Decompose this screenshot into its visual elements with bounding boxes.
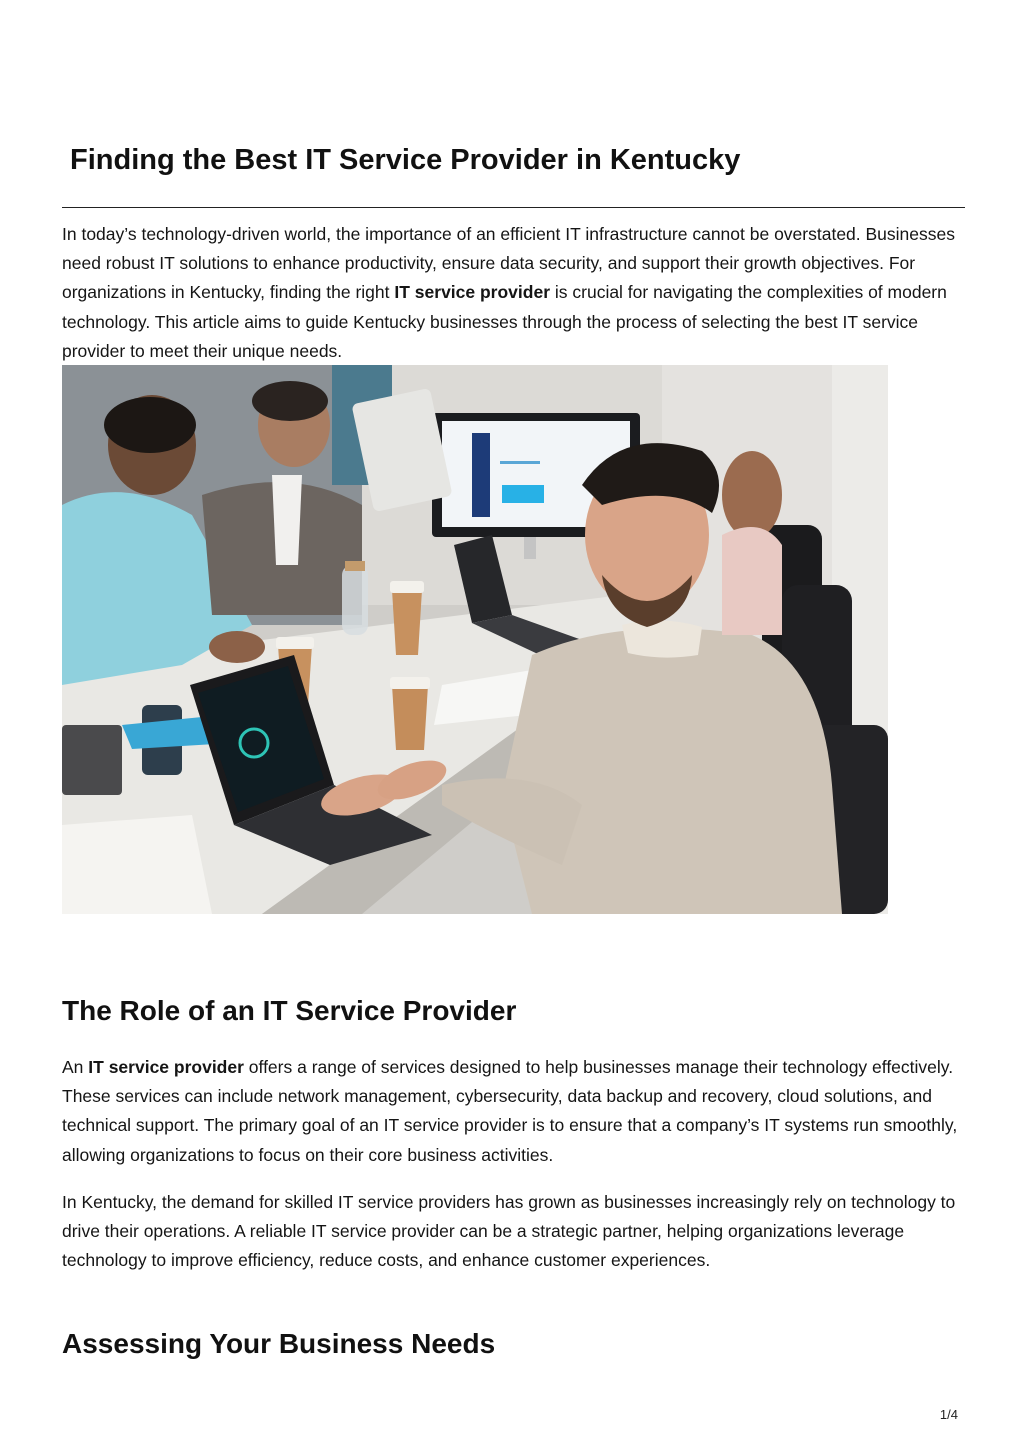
- article-photo: [62, 365, 888, 914]
- intro-text-start: In today’s technology-driven world, the importance of an efficient IT infrastructure cannot be overstated. Businesses need robust IT solutions to enhance productivity, ensure data security, and support their growth objectives. For organizations in Kentucky, finding the right: [62, 224, 955, 303]
- intro-bold-term: IT service provider: [394, 282, 551, 303]
- role-bold-term: IT service provider: [88, 1057, 244, 1077]
- intro-text-end: is crucial for navigating the complexities of modern technology. This article aims to guide Kentucky businesses through the process of selecting the best IT service provider to meet their unique needs.: [62, 282, 947, 361]
- intro-paragraph: [62, 220, 962, 366]
- section-heading-role: The Role of an IT Service Provider: [62, 995, 517, 1026]
- role-text-end: offers a range of services designed to help businesses manage their technology effectively. These services can include network management, cybersecurity, data backup and recovery, cloud solutions, and technical support. The primary goal of an IT service provider is to ensure that a company’s IT systems run smoothly, allowing organizations to focus on their core business activities.: [62, 1057, 958, 1165]
- section-heading-assessing: Assessing Your Business Needs: [62, 1328, 496, 1359]
- title-divider: [62, 207, 965, 208]
- role-paragraph-1: [62, 1053, 962, 1170]
- role-text-start: An: [62, 1057, 89, 1077]
- role-paragraph-2: In Kentucky, the demand for skilled IT service providers has grown as businesses increasingly rely on technology to drive their operations. A reliable IT service provider can be a strategic partner, helping organizations leverage technology to improve efficiency, reduce costs, and enhance customer experiences.: [62, 1192, 956, 1271]
- page-number: 1/4: [939, 1407, 958, 1422]
- page-title: Finding the Best IT Service Provider in Kentucky: [70, 144, 741, 176]
